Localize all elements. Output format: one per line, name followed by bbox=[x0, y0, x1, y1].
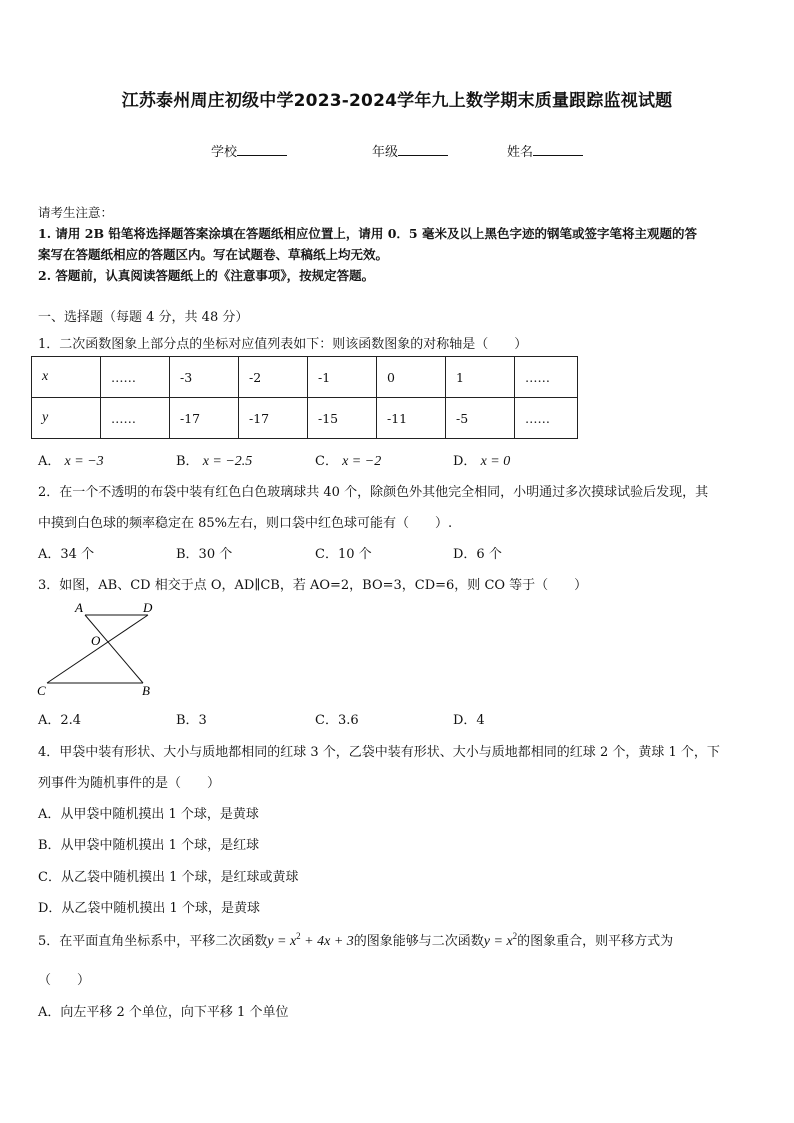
q5-option-a: A．向左平移 2 个单位，向下平移 1 个单位 bbox=[38, 1005, 289, 1020]
table-cell: -1 bbox=[308, 357, 377, 398]
table-cell: …… bbox=[101, 398, 170, 439]
label-d: D bbox=[143, 600, 153, 615]
label-b: B bbox=[142, 683, 150, 698]
label-a: A bbox=[75, 600, 83, 615]
table-cell: …… bbox=[515, 357, 578, 398]
q4-option-a: A．从甲袋中随机摸出 1 个球，是黄球 bbox=[38, 807, 259, 822]
grade-field bbox=[372, 141, 448, 160]
q4-stem-line-1: 4．甲袋中装有形状、大小与质地都相同的红球 3 个，乙袋中装有形状、大小与质地都相同的红球 2 个，黄球 1 个，下 bbox=[38, 745, 720, 760]
table-cell: -2 bbox=[239, 357, 308, 398]
q3-stem: 3．如图，AB、CD 相交于点 O，AD∥CB，若 AO=2，BO=3，CD=6，则 CO 等于（ ） bbox=[38, 578, 588, 593]
q5-answer-paren: （ ） bbox=[38, 973, 91, 988]
school-field bbox=[211, 141, 287, 160]
q4-option-d: D．从乙袋中随机摸出 1 个球，是黄球 bbox=[38, 901, 260, 916]
name-label: 姓名 bbox=[507, 145, 534, 160]
q4-option-b: B．从甲袋中随机摸出 1 个球，是红球 bbox=[38, 838, 260, 853]
table-cell: -17 bbox=[170, 398, 239, 439]
grade-blank bbox=[398, 143, 448, 156]
q5-function-2: $y = x^2$ bbox=[483, 931, 518, 949]
table-cell: -5 bbox=[446, 398, 515, 439]
q1-option-a: A． x = −3 bbox=[38, 454, 104, 469]
q2-stem-line-1: 2．在一个不透明的布袋中装有红色白色玻璃球共 40 个，除颜色外其他完全相同，小明通过多次摸球试验后发现，其 bbox=[38, 485, 709, 500]
q3-option-b: B．3 bbox=[176, 713, 207, 728]
q3-option-a: A．2.4 bbox=[38, 713, 82, 728]
q1-option-c: C． x = −2 bbox=[315, 454, 382, 469]
notice-line-1b: 案写在答题纸相应的答题区内。写在试题卷、草稿纸上均无效。 bbox=[38, 247, 389, 262]
q3-figure bbox=[30, 598, 160, 700]
name-blank bbox=[533, 143, 583, 156]
q2-option-b: B．30 个 bbox=[176, 547, 233, 562]
q2-option-c: C．10 个 bbox=[315, 547, 372, 562]
table-cell: -17 bbox=[239, 398, 308, 439]
notice-line-2: 2. 答题前，认真阅读答题纸上的《注意事项》，按规定答题。 bbox=[38, 268, 375, 283]
table-cell: y bbox=[32, 398, 101, 439]
q5-stem: 5．在平面直角坐标系中，平移二次函数$y = x^2 + 4x + 3$的图象能够与二次函数$y = x^2$的图象重合，则平移方式为 bbox=[38, 931, 674, 949]
table-cell: x bbox=[32, 357, 101, 398]
school-label: 学校 bbox=[211, 145, 238, 160]
q1-table bbox=[31, 356, 578, 439]
q2-option-a: A．34 个 bbox=[38, 547, 95, 562]
q1-stem: 1．二次函数图象上部分点的坐标对应值列表如下：则该函数图象的对称轴是（ ） bbox=[38, 337, 528, 352]
q2-option-d: D．6 个 bbox=[453, 547, 502, 562]
table-cell: -11 bbox=[377, 398, 446, 439]
label-c: C bbox=[37, 683, 46, 698]
q1-option-b: B． x = −2.5 bbox=[176, 454, 253, 469]
table-cell: -15 bbox=[308, 398, 377, 439]
notice-heading: 请考生注意： bbox=[38, 205, 114, 220]
grade-label: 年级 bbox=[372, 145, 399, 160]
section-heading: 一、选择题（每题 4 分，共 48 分） bbox=[38, 310, 249, 325]
q4-stem-line-2: 列事件为随机事件的是（ ） bbox=[38, 776, 221, 791]
school-blank bbox=[237, 143, 287, 156]
q4-option-c: C．从乙袋中随机摸出 1 个球，是红球或黄球 bbox=[38, 870, 299, 885]
q2-stem-line-2: 中摸到白色球的频率稳定在 85%左右，则口袋中红色球可能有（ ）. bbox=[38, 516, 453, 531]
table-row bbox=[32, 398, 578, 439]
table-cell: …… bbox=[101, 357, 170, 398]
table-row bbox=[32, 357, 578, 398]
q3-option-d: D．4 bbox=[453, 713, 485, 728]
label-o: O bbox=[91, 633, 101, 648]
name-field bbox=[507, 141, 583, 160]
table-cell: -3 bbox=[170, 357, 239, 398]
segment-ab bbox=[85, 615, 143, 683]
q3-option-c: C．3.6 bbox=[315, 713, 359, 728]
page-title: 江苏泰州周庄初级中学2023-2024学年九上数学期末质量跟踪监视试题 bbox=[121, 91, 673, 111]
segment-dc bbox=[47, 615, 148, 683]
q5-function-1: $y = x^2 + 4x + 3$ bbox=[267, 931, 354, 949]
table-cell: 1 bbox=[446, 357, 515, 398]
table-cell: …… bbox=[515, 398, 578, 439]
q1-option-d: D． x = 0 bbox=[453, 454, 511, 469]
notice-line-1: 1. 请用 2B 铅笔将选择题答案涂填在答题纸相应位置上，请用 0．5 毫米及以上黑色字迹的钢笔或签字笔将主观题的答 bbox=[38, 226, 697, 241]
table-cell: 0 bbox=[377, 357, 446, 398]
